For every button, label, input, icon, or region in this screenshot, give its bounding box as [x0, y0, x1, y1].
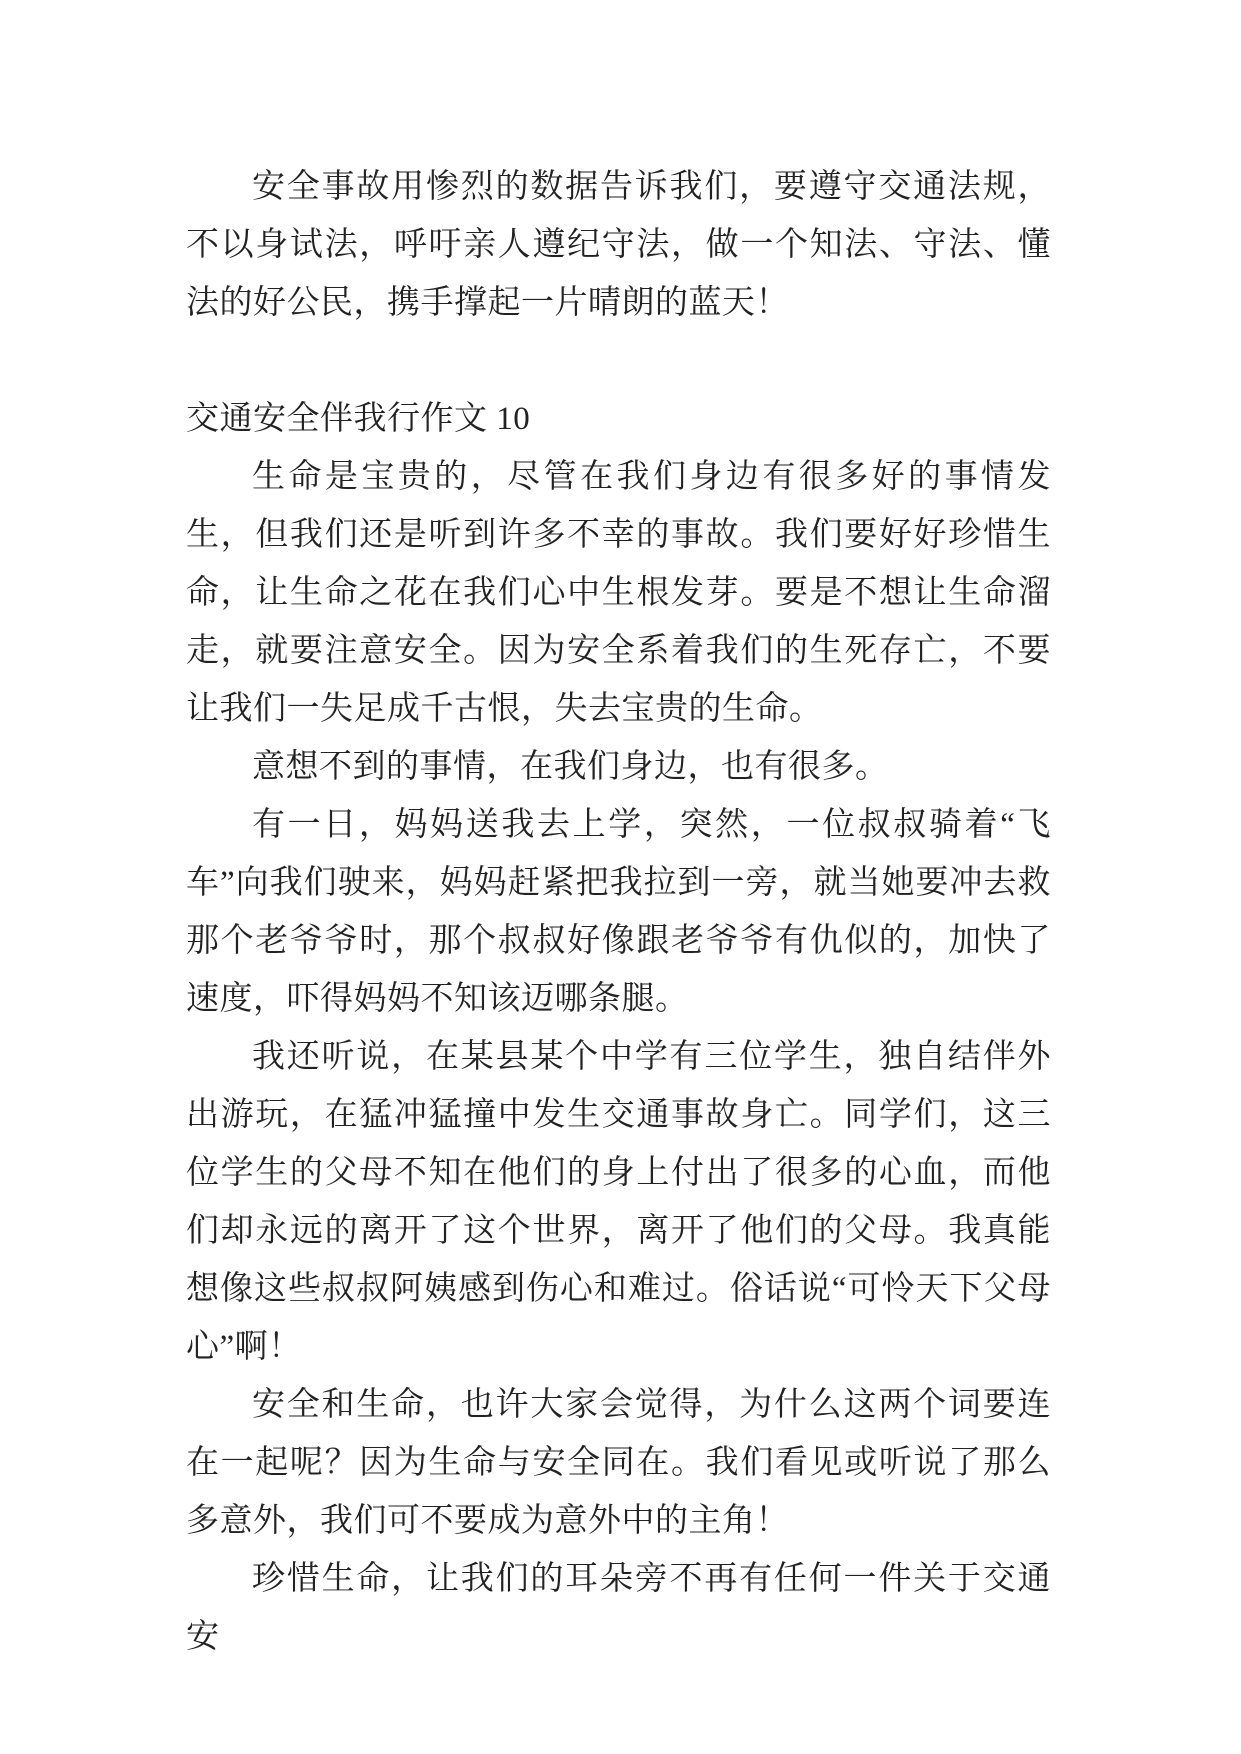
- paragraph-life-is-precious: 生命是宝贵的，尽管在我们身边有很多好的事情发生，但我们还是听到许多不幸的事故。我们要好好珍惜生命，让生命之花在我们心中生根发芽。要是不想让生命溜走，就要注意安全。因为安全系着我们的生死存亡，不要让我们一失足成千古恨，失去宝贵的生命。: [186, 459, 1051, 727]
- essay-section-heading: 交通安全伴我行作文 10: [186, 401, 531, 437]
- paragraph-previous-essay-closing: 安全事故用惨烈的数据告诉我们，要遵守交通法规，不以身试法，呼吁亲人遵纪守法，做一个知法、守法、懂法的好公民，携手撑起一片晴朗的蓝天！: [186, 169, 1051, 321]
- paragraph-three-students-accident: 我还听说，在某县某个中学有三位学生，独自结伴外出游玩，在猛冲猛撞中发生交通事故身亡。同学们，这三位学生的父母不知在他们的身上付出了很多的心血，而他们却永远的离开了这个世界，离开了他们的父母。我真能想像这些叔叔阿姨感到伤心和难过。俗话说“可怜天下父母心”啊！: [186, 1039, 1051, 1365]
- paragraph-unexpected-things: 意想不到的事情，在我们身边，也有很多。: [252, 749, 889, 785]
- paragraph-cherish-life-cutoff: 珍惜生命，让我们的耳朵旁不再有任何一件关于交通安: [186, 1561, 1051, 1655]
- paragraph-safety-and-life: 安全和生命，也许大家会觉得，为什么这两个词要连在一起呢？因为生命与安全同在。我们看见或听说了那么多意外，我们可不要成为意外中的主角！: [186, 1387, 1051, 1539]
- paragraph-speeding-bike-story: 有一日，妈妈送我去上学，突然，一位叔叔骑着“飞车”向我们驶来，妈妈赶紧把我拉到一旁，就当她要冲去救那个老爷爷时，那个叔叔好像跟老爷爷有仇似的，加快了速度，吓得妈妈不知该迈哪条腿。: [186, 807, 1051, 1017]
